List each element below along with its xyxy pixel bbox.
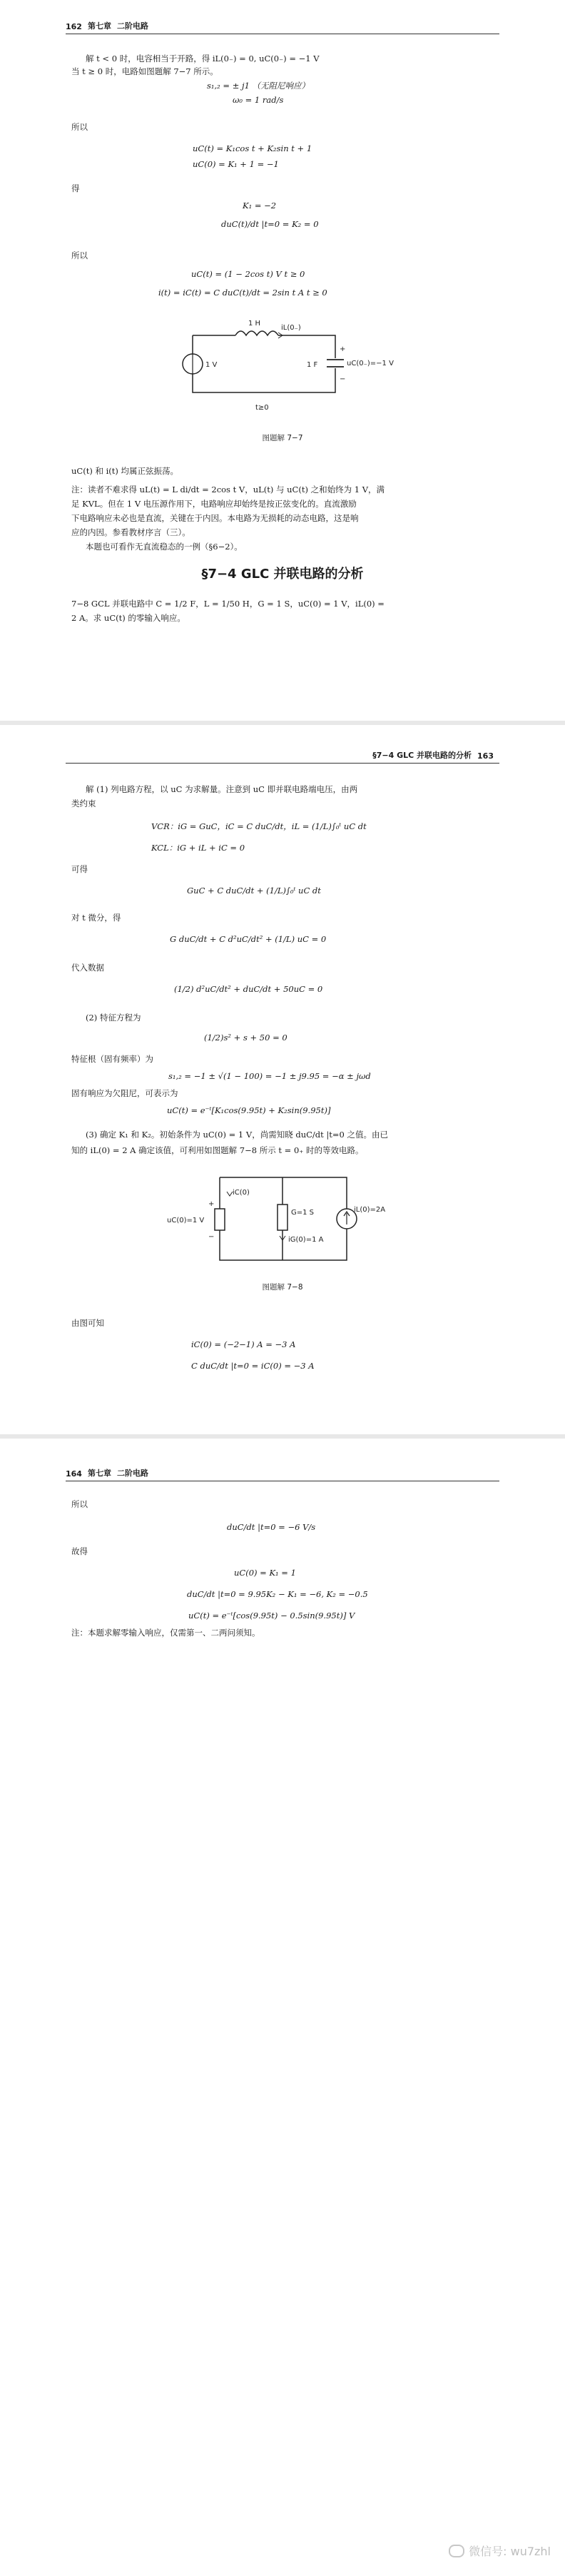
equation: s₁,₂ = −1 ± √(1 − 100) = −1 ± j9.95 = −α ± jωd bbox=[168, 1071, 371, 1081]
equation: uC(0) = K₁ + 1 = −1 bbox=[193, 159, 279, 169]
equation: uC(0) = K₁ = 1 bbox=[234, 1568, 296, 1578]
note-line: 应的内因。参看教材序言（三）。 bbox=[71, 527, 190, 537]
text-line: 固有响应为欠阻尼，可表示为 bbox=[71, 1088, 178, 1098]
inductor-label: 1 H bbox=[248, 320, 261, 328]
conductance-label: G=1 S bbox=[291, 1209, 315, 1217]
capacitor-current-label: iC(0) bbox=[233, 1189, 250, 1197]
equation: (1/2) d²uC/dt² + duC/dt + 50uC = 0 bbox=[174, 984, 323, 994]
text-line: 所以 bbox=[71, 250, 88, 260]
text-line: (3) 确定 K₁ 和 K₂。初始条件为 uC(0) = 1 V，尚需知晓 duC/dt |t=0 之值。由已 bbox=[86, 1130, 389, 1140]
circuit-diagram-7-8 bbox=[140, 1167, 425, 1274]
text-line: 解 (1) 列电路方程，以 uC 为求解量。注意到 uC 即并联电路端电压，由两 bbox=[86, 784, 358, 794]
text-line: 得 bbox=[71, 183, 80, 193]
plus-sign: + bbox=[208, 1200, 215, 1208]
text-line: 特征根（固有频率）为 bbox=[71, 1054, 153, 1064]
equation: (1/2)s² + s + 50 = 0 bbox=[204, 1033, 287, 1043]
source-label: 1 V bbox=[205, 361, 218, 369]
chapter-label: 第七章 bbox=[87, 21, 111, 31]
time-label: t≥0 bbox=[255, 404, 269, 412]
chapter-title: 二阶电路 bbox=[116, 1469, 148, 1478]
equation: duC/dt |t=0 = 9.95K₂ − K₁ = −6, K₂ = −0.5 bbox=[187, 1589, 368, 1599]
equation: uC(t) = e⁻ᵗ[K₁cos(9.95t) + K₂sin(9.95t)] bbox=[167, 1105, 331, 1115]
page-separator bbox=[0, 721, 565, 725]
equation: iC(0) = (−2−1) A = −3 A bbox=[191, 1339, 296, 1349]
watermark bbox=[449, 2542, 551, 2559]
watermark-text: 微信号: wu7zhl bbox=[469, 2545, 551, 2558]
equation: uC(t) = e⁻ᵗ[cos(9.95t) − 0.5sin(9.95t)] V bbox=[188, 1611, 355, 1621]
text-line: 所以 bbox=[71, 1499, 88, 1509]
text-line: 可得 bbox=[71, 864, 88, 874]
note-line: 注：本题求解零输入响应，仅需第一、二两问须知。 bbox=[71, 1628, 260, 1638]
text-line: 类约束 bbox=[71, 798, 96, 808]
chapter-label: 第七章 bbox=[87, 1469, 111, 1478]
inductor-current-label: iL(0₋) bbox=[281, 324, 301, 332]
equation: VCR：iG = GuC，iC = C duC/dt，iL = (1/L)∫₀ᵗ uC dt bbox=[151, 821, 367, 831]
equation: duC(t)/dt |t=0 = K₂ = 0 bbox=[221, 219, 319, 229]
equation: K₁ = −2 bbox=[243, 201, 277, 211]
text-line: uC(t) 和 i(t) 均属正弦振荡。 bbox=[71, 466, 179, 476]
page-header bbox=[66, 1467, 499, 1479]
minus-sign: − bbox=[340, 375, 346, 383]
capacitor-voltage-source-symbol bbox=[215, 1209, 225, 1230]
equation: ω₀ = 1 rad/s bbox=[233, 95, 284, 105]
text-line: 由图可知 bbox=[71, 1318, 104, 1328]
capacitor-voltage-label: uC(0)=1 V bbox=[167, 1217, 205, 1224]
section-heading: §7−4 GLC 并联电路的分析 bbox=[201, 567, 364, 582]
equation: GuC + C duC/dt + (1/L)∫₀ᵗ uC dt bbox=[187, 886, 321, 896]
equation: uC(t) = K₁cos t + K₂sin t + 1 bbox=[193, 143, 312, 153]
note-line: 注：读者不难求得 uL(t) = L di/dt = 2cos t V，uL(t) 与 uC(t) 之和始终为 1 V，满 bbox=[71, 485, 385, 495]
text-line: 代入数据 bbox=[71, 963, 104, 973]
equation: i(t) = iC(t) = C duC(t)/dt = 2sin t A t ≥ 0 bbox=[158, 288, 327, 298]
problem-line: 2 A。求 uC(t) 的零输入响应。 bbox=[71, 613, 185, 623]
text-line: (2) 特征方程为 bbox=[86, 1013, 141, 1023]
running-title: §7−4 GLC 并联电路的分析 bbox=[372, 751, 472, 760]
figure-caption: 图题解 7−7 bbox=[262, 434, 303, 442]
capacitor-label: 1 F bbox=[307, 361, 318, 369]
capacitor-voltage-label: uC(0₋)=−1 V bbox=[347, 360, 394, 367]
equation: G duC/dt + C d²uC/dt² + (1/L) uC = 0 bbox=[170, 934, 327, 944]
page-number: 164 bbox=[66, 1469, 82, 1479]
equation: C duC/dt |t=0 = iC(0) = −3 A bbox=[191, 1361, 315, 1371]
equation: duC/dt |t=0 = −6 V/s bbox=[227, 1522, 316, 1532]
text-line: 所以 bbox=[71, 122, 88, 132]
page-separator bbox=[0, 1434, 565, 1439]
text-line: 本题也可看作无直流稳态的一例（§6−2）。 bbox=[86, 542, 243, 552]
text-line: 对 t 微分，得 bbox=[71, 913, 121, 923]
circuit-diagram-7-7 bbox=[171, 314, 394, 421]
note-line: 下电路响应未必也是直流，关键在于内因。本电路为无损耗的动态电路，这是响 bbox=[71, 513, 359, 523]
conductance-symbol bbox=[278, 1205, 287, 1230]
text-line: 知的 iL(0) = 2 A 确定该值，可利用如图题解 7−8 所示 t = 0₊ 时的等效电路。 bbox=[71, 1145, 364, 1155]
text-line: 解 t < 0 时，电容相当于开路，得 iL(0₋) = 0, uC(0₋) = −1 V bbox=[86, 54, 320, 64]
wechat-icon bbox=[449, 2545, 464, 2557]
equation: s₁,₂ = ± j1 （无阻尼响应） bbox=[207, 81, 310, 91]
conductance-current-label: iG(0)=1 A bbox=[288, 1236, 324, 1244]
equation: uC(t) = (1 − 2cos t) V t ≥ 0 bbox=[191, 269, 305, 279]
minus-sign: − bbox=[208, 1233, 215, 1241]
text-line: 故得 bbox=[71, 1546, 88, 1556]
page-header bbox=[66, 749, 499, 761]
inductor-symbol bbox=[235, 331, 278, 335]
page-header bbox=[66, 20, 499, 31]
figure-caption: 图题解 7−8 bbox=[262, 1283, 303, 1292]
text-line: 当 t ≥ 0 时，电路如图题解 7−7 所示。 bbox=[71, 66, 218, 76]
plus-sign: + bbox=[340, 345, 346, 353]
equation: KCL：iG + iL + iC = 0 bbox=[151, 843, 245, 853]
page-number: 163 bbox=[477, 751, 494, 761]
page-number: 162 bbox=[66, 22, 82, 31]
inductor-current-label: iL(0)=2A bbox=[354, 1206, 386, 1214]
chapter-title: 二阶电路 bbox=[116, 21, 148, 31]
problem-line: 7−8 GCL 并联电路中 C = 1/2 F，L = 1/50 H，G = 1 S，uC(0) = 1 V，iL(0) = bbox=[71, 599, 385, 609]
note-line: 足 KVL。但在 1 V 电压源作用下，电路响应却始终是按正弦变化的。直流激励 bbox=[71, 499, 357, 509]
